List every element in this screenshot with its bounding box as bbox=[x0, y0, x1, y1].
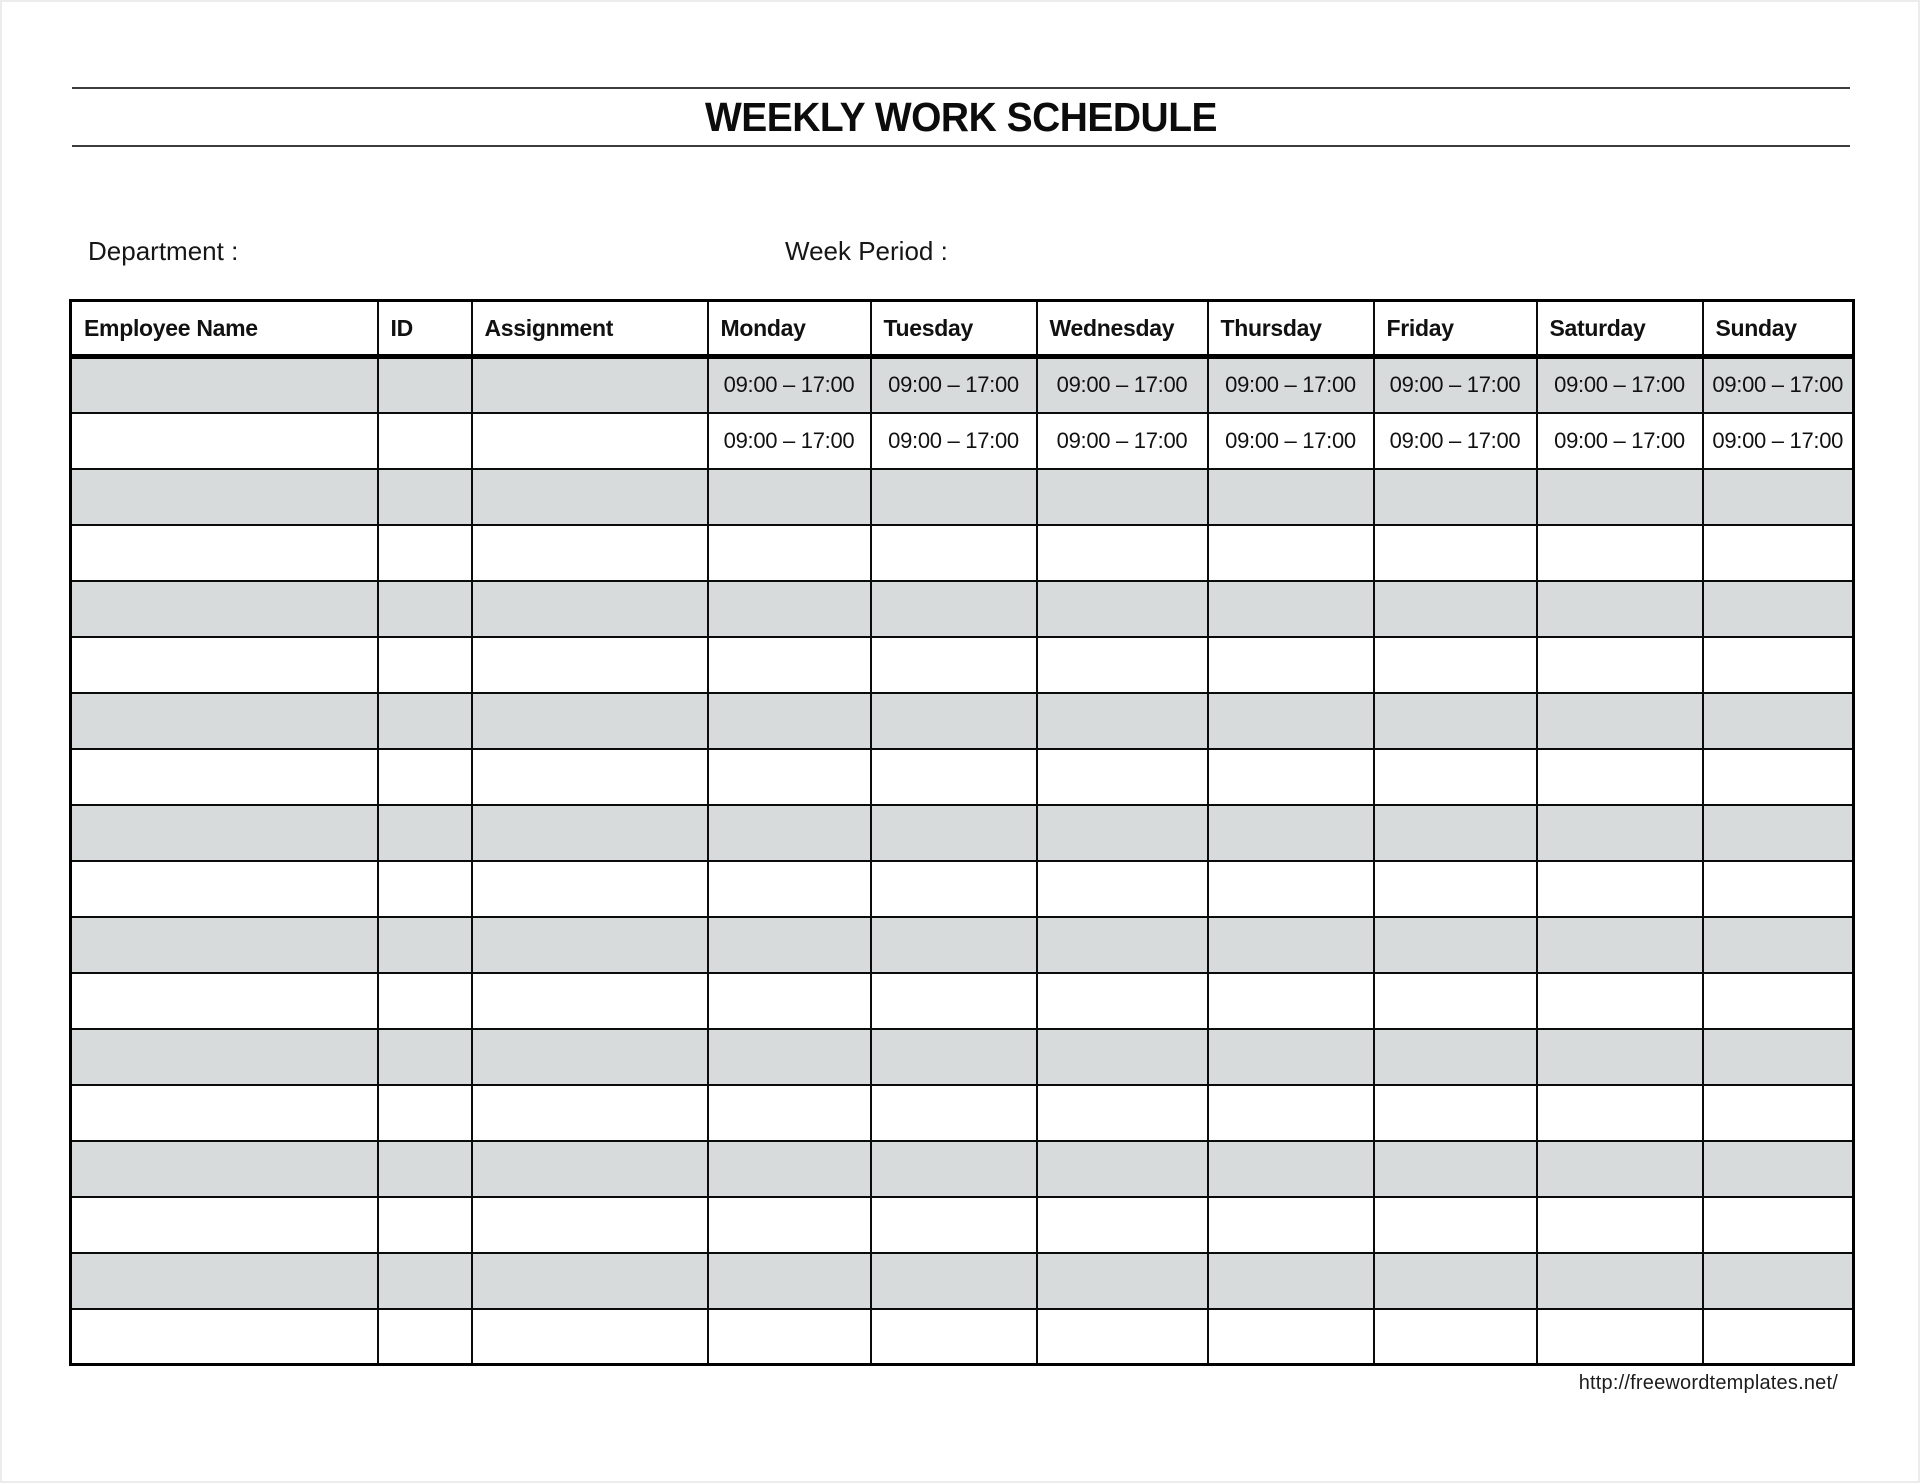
empty-schedule-cell[interactable] bbox=[1374, 805, 1537, 861]
column-header-friday: Friday bbox=[1374, 301, 1537, 357]
empty-schedule-cell[interactable] bbox=[1374, 1141, 1537, 1197]
department-label: Department : bbox=[88, 236, 239, 266]
empty-schedule-cell[interactable] bbox=[378, 917, 472, 973]
empty-schedule-cell[interactable] bbox=[871, 973, 1037, 1029]
empty-schedule-cell[interactable] bbox=[871, 1197, 1037, 1253]
empty-schedule-cell[interactable] bbox=[871, 1253, 1037, 1309]
empty-schedule-cell[interactable] bbox=[1037, 581, 1208, 637]
empty-schedule-cell[interactable] bbox=[708, 469, 871, 525]
empty-schedule-cell[interactable] bbox=[1208, 1253, 1374, 1309]
empty-schedule-cell[interactable] bbox=[871, 525, 1037, 581]
empty-schedule-cell[interactable] bbox=[378, 1309, 472, 1365]
empty-schedule-cell[interactable] bbox=[378, 1085, 472, 1141]
empty-schedule-cell[interactable] bbox=[472, 637, 708, 693]
empty-schedule-cell[interactable] bbox=[1703, 973, 1854, 1029]
empty-schedule-cell[interactable] bbox=[71, 1085, 378, 1141]
empty-schedule-cell[interactable] bbox=[472, 749, 708, 805]
empty-schedule-cell[interactable] bbox=[1037, 749, 1208, 805]
empty-schedule-cell[interactable] bbox=[1208, 469, 1374, 525]
empty-schedule-cell[interactable] bbox=[378, 1141, 472, 1197]
empty-schedule-cell[interactable] bbox=[378, 805, 472, 861]
table-row bbox=[71, 1029, 1854, 1085]
empty-schedule-cell[interactable] bbox=[1374, 1253, 1537, 1309]
empty-schedule-cell[interactable] bbox=[378, 1029, 472, 1085]
empty-schedule-cell[interactable] bbox=[1037, 805, 1208, 861]
empty-schedule-cell[interactable] bbox=[1037, 1085, 1208, 1141]
empty-schedule-cell[interactable] bbox=[708, 525, 871, 581]
empty-schedule-cell[interactable] bbox=[708, 1309, 871, 1365]
table-row bbox=[71, 917, 1854, 973]
empty-schedule-cell[interactable] bbox=[378, 749, 472, 805]
empty-schedule-cell[interactable] bbox=[871, 917, 1037, 973]
table-row bbox=[71, 1085, 1854, 1141]
empty-schedule-cell[interactable] bbox=[1537, 805, 1703, 861]
table-row bbox=[71, 749, 1854, 805]
empty-schedule-cell[interactable] bbox=[1537, 1029, 1703, 1085]
schedule-table bbox=[69, 299, 1855, 1366]
column-header-sunday: Sunday bbox=[1703, 301, 1854, 357]
empty-schedule-cell[interactable] bbox=[1374, 1029, 1537, 1085]
empty-schedule-cell[interactable] bbox=[1537, 1309, 1703, 1365]
empty-schedule-cell[interactable] bbox=[472, 1197, 708, 1253]
empty-schedule-cell[interactable] bbox=[1537, 693, 1703, 749]
empty-schedule-cell[interactable] bbox=[1037, 637, 1208, 693]
empty-schedule-cell[interactable] bbox=[1037, 1029, 1208, 1085]
empty-schedule-cell[interactable] bbox=[871, 861, 1037, 917]
empty-schedule-cell[interactable] bbox=[1703, 1197, 1854, 1253]
column-header-wednesday: Wednesday bbox=[1037, 301, 1208, 357]
empty-schedule-cell[interactable] bbox=[1037, 525, 1208, 581]
shift-cell[interactable]: 09:00 – 17:00 bbox=[871, 413, 1037, 469]
table-row bbox=[71, 805, 1854, 861]
page-title: WEEKLY WORK SCHEDULE bbox=[704, 94, 1218, 140]
empty-schedule-cell[interactable] bbox=[1703, 805, 1854, 861]
table-row bbox=[71, 973, 1854, 1029]
empty-schedule-cell[interactable] bbox=[1037, 917, 1208, 973]
empty-schedule-cell[interactable] bbox=[708, 1085, 871, 1141]
empty-schedule-cell[interactable] bbox=[378, 973, 472, 1029]
empty-schedule-cell[interactable] bbox=[871, 749, 1037, 805]
empty-schedule-cell[interactable] bbox=[472, 1309, 708, 1365]
empty-schedule-cell[interactable] bbox=[472, 917, 708, 973]
empty-schedule-cell[interactable] bbox=[1703, 917, 1854, 973]
table-header-row bbox=[71, 301, 1854, 357]
empty-schedule-cell[interactable] bbox=[1208, 917, 1374, 973]
empty-schedule-cell[interactable] bbox=[378, 861, 472, 917]
empty-schedule-cell[interactable] bbox=[378, 413, 472, 469]
empty-schedule-cell[interactable] bbox=[1208, 693, 1374, 749]
title-rule-bottom bbox=[72, 145, 1850, 147]
empty-schedule-cell[interactable] bbox=[871, 1029, 1037, 1085]
table-row bbox=[71, 581, 1854, 637]
shift-cell[interactable]: 09:00 – 17:00 bbox=[708, 413, 871, 469]
empty-schedule-cell[interactable] bbox=[378, 469, 472, 525]
empty-schedule-cell[interactable] bbox=[708, 1029, 871, 1085]
empty-schedule-cell[interactable] bbox=[71, 1253, 378, 1309]
title-section bbox=[72, 87, 1850, 147]
empty-schedule-cell[interactable] bbox=[1037, 861, 1208, 917]
meta-row bbox=[0, 236, 1920, 270]
empty-schedule-cell[interactable] bbox=[472, 1029, 708, 1085]
empty-schedule-cell[interactable] bbox=[1703, 1141, 1854, 1197]
column-header-tuesday: Tuesday bbox=[871, 301, 1037, 357]
empty-schedule-cell[interactable] bbox=[871, 469, 1037, 525]
shift-cell[interactable]: 09:00 – 17:00 bbox=[708, 357, 871, 413]
empty-schedule-cell[interactable] bbox=[378, 581, 472, 637]
empty-schedule-cell[interactable] bbox=[1374, 693, 1537, 749]
empty-schedule-cell[interactable] bbox=[1374, 469, 1537, 525]
empty-schedule-cell[interactable] bbox=[1374, 1085, 1537, 1141]
empty-schedule-cell[interactable] bbox=[1208, 1309, 1374, 1365]
empty-schedule-cell[interactable] bbox=[1208, 1029, 1374, 1085]
empty-schedule-cell[interactable] bbox=[1703, 1085, 1854, 1141]
column-header-id: ID bbox=[378, 301, 472, 357]
empty-schedule-cell[interactable] bbox=[1537, 1197, 1703, 1253]
empty-schedule-cell[interactable] bbox=[71, 1197, 378, 1253]
empty-schedule-cell[interactable] bbox=[871, 805, 1037, 861]
empty-schedule-cell[interactable] bbox=[1703, 581, 1854, 637]
empty-schedule-cell[interactable] bbox=[71, 693, 378, 749]
empty-schedule-cell[interactable] bbox=[71, 469, 378, 525]
empty-schedule-cell[interactable] bbox=[1208, 1085, 1374, 1141]
table-row bbox=[71, 1309, 1854, 1365]
shift-cell[interactable]: 09:00 – 17:00 bbox=[1703, 357, 1854, 413]
empty-schedule-cell[interactable] bbox=[71, 805, 378, 861]
empty-schedule-cell[interactable] bbox=[71, 917, 378, 973]
empty-schedule-cell[interactable] bbox=[71, 637, 378, 693]
empty-schedule-cell[interactable] bbox=[472, 581, 708, 637]
empty-schedule-cell[interactable] bbox=[708, 805, 871, 861]
empty-schedule-cell[interactable] bbox=[1703, 1253, 1854, 1309]
empty-schedule-cell[interactable] bbox=[708, 1197, 871, 1253]
shift-cell[interactable]: 09:00 – 17:00 bbox=[1537, 357, 1703, 413]
empty-schedule-cell[interactable] bbox=[378, 357, 472, 413]
empty-schedule-cell[interactable] bbox=[1537, 637, 1703, 693]
empty-schedule-cell[interactable] bbox=[71, 357, 378, 413]
table-row bbox=[71, 693, 1854, 749]
empty-schedule-cell[interactable] bbox=[71, 973, 378, 1029]
empty-schedule-cell[interactable] bbox=[1037, 1253, 1208, 1309]
column-header-employee-name: Employee Name bbox=[71, 301, 378, 357]
empty-schedule-cell[interactable] bbox=[1037, 693, 1208, 749]
empty-schedule-cell[interactable] bbox=[472, 413, 708, 469]
empty-schedule-cell[interactable] bbox=[1037, 973, 1208, 1029]
empty-schedule-cell[interactable] bbox=[1537, 1085, 1703, 1141]
empty-schedule-cell[interactable] bbox=[1374, 637, 1537, 693]
table-row bbox=[71, 357, 1854, 413]
empty-schedule-cell[interactable] bbox=[1208, 805, 1374, 861]
empty-schedule-cell[interactable] bbox=[71, 861, 378, 917]
empty-schedule-cell[interactable] bbox=[472, 1253, 708, 1309]
empty-schedule-cell[interactable] bbox=[708, 581, 871, 637]
empty-schedule-cell[interactable] bbox=[708, 1253, 871, 1309]
empty-schedule-cell[interactable] bbox=[1537, 581, 1703, 637]
empty-schedule-cell[interactable] bbox=[871, 637, 1037, 693]
column-header-assignment: Assignment bbox=[472, 301, 708, 357]
empty-schedule-cell[interactable] bbox=[472, 469, 708, 525]
empty-schedule-cell[interactable] bbox=[708, 861, 871, 917]
empty-schedule-cell[interactable] bbox=[1037, 1309, 1208, 1365]
empty-schedule-cell[interactable] bbox=[1703, 637, 1854, 693]
empty-schedule-cell[interactable] bbox=[1703, 693, 1854, 749]
empty-schedule-cell[interactable] bbox=[71, 1309, 378, 1365]
empty-schedule-cell[interactable] bbox=[1374, 1309, 1537, 1365]
empty-schedule-cell[interactable] bbox=[1703, 749, 1854, 805]
table-row bbox=[71, 413, 1854, 469]
empty-schedule-cell[interactable] bbox=[871, 581, 1037, 637]
empty-schedule-cell[interactable] bbox=[871, 1141, 1037, 1197]
empty-schedule-cell[interactable] bbox=[708, 1141, 871, 1197]
table-row bbox=[71, 525, 1854, 581]
table-row bbox=[71, 1141, 1854, 1197]
column-header-thursday: Thursday bbox=[1208, 301, 1374, 357]
empty-schedule-cell[interactable] bbox=[1703, 1309, 1854, 1365]
empty-schedule-cell[interactable] bbox=[71, 525, 378, 581]
empty-schedule-cell[interactable] bbox=[472, 973, 708, 1029]
shift-cell[interactable]: 09:00 – 17:00 bbox=[1037, 357, 1208, 413]
shift-cell[interactable]: 09:00 – 17:00 bbox=[1537, 413, 1703, 469]
empty-schedule-cell[interactable] bbox=[1208, 1141, 1374, 1197]
table-row bbox=[71, 637, 1854, 693]
empty-schedule-cell[interactable] bbox=[472, 861, 708, 917]
empty-schedule-cell[interactable] bbox=[472, 1141, 708, 1197]
empty-schedule-cell[interactable] bbox=[1703, 469, 1854, 525]
table-row bbox=[71, 469, 1854, 525]
shift-cell[interactable]: 09:00 – 17:00 bbox=[1703, 413, 1854, 469]
shift-cell[interactable]: 09:00 – 17:00 bbox=[1037, 413, 1208, 469]
empty-schedule-cell[interactable] bbox=[1208, 861, 1374, 917]
table-row bbox=[71, 861, 1854, 917]
empty-schedule-cell[interactable] bbox=[1208, 525, 1374, 581]
empty-schedule-cell[interactable] bbox=[1537, 973, 1703, 1029]
empty-schedule-cell[interactable] bbox=[1537, 469, 1703, 525]
shift-cell[interactable]: 09:00 – 17:00 bbox=[1208, 413, 1374, 469]
empty-schedule-cell[interactable] bbox=[1208, 581, 1374, 637]
empty-schedule-cell[interactable] bbox=[71, 1029, 378, 1085]
footer bbox=[72, 1372, 1838, 1395]
empty-schedule-cell[interactable] bbox=[1537, 917, 1703, 973]
footer-url: http://freewordtemplates.net/ bbox=[1578, 1372, 1838, 1394]
table-row bbox=[71, 1253, 1854, 1309]
table-row bbox=[71, 1197, 1854, 1253]
empty-schedule-cell[interactable] bbox=[708, 693, 871, 749]
empty-schedule-cell[interactable] bbox=[871, 693, 1037, 749]
shift-cell[interactable]: 09:00 – 17:00 bbox=[1374, 357, 1537, 413]
empty-schedule-cell[interactable] bbox=[1374, 1197, 1537, 1253]
shift-cell[interactable]: 09:00 – 17:00 bbox=[871, 357, 1037, 413]
empty-schedule-cell[interactable] bbox=[1208, 749, 1374, 805]
empty-schedule-cell[interactable] bbox=[1037, 469, 1208, 525]
column-header-saturday: Saturday bbox=[1537, 301, 1703, 357]
empty-schedule-cell[interactable] bbox=[708, 973, 871, 1029]
empty-schedule-cell[interactable] bbox=[1208, 1197, 1374, 1253]
empty-schedule-cell[interactable] bbox=[1208, 637, 1374, 693]
column-header-monday: Monday bbox=[708, 301, 871, 357]
empty-schedule-cell[interactable] bbox=[71, 581, 378, 637]
empty-schedule-cell[interactable] bbox=[708, 749, 871, 805]
empty-schedule-cell[interactable] bbox=[1537, 1253, 1703, 1309]
empty-schedule-cell[interactable] bbox=[1703, 1029, 1854, 1085]
empty-schedule-cell[interactable] bbox=[1374, 973, 1537, 1029]
empty-schedule-cell[interactable] bbox=[472, 805, 708, 861]
empty-schedule-cell[interactable] bbox=[871, 1085, 1037, 1141]
empty-schedule-cell[interactable] bbox=[378, 693, 472, 749]
empty-schedule-cell[interactable] bbox=[1537, 1141, 1703, 1197]
empty-schedule-cell[interactable] bbox=[378, 1197, 472, 1253]
empty-schedule-cell[interactable] bbox=[1703, 525, 1854, 581]
empty-schedule-cell[interactable] bbox=[1537, 749, 1703, 805]
empty-schedule-cell[interactable] bbox=[1537, 525, 1703, 581]
empty-schedule-cell[interactable] bbox=[71, 413, 378, 469]
week-period-label: Week Period : bbox=[785, 236, 948, 266]
schedule-table-wrapper bbox=[69, 299, 1852, 1366]
empty-schedule-cell[interactable] bbox=[1037, 1141, 1208, 1197]
empty-schedule-cell[interactable] bbox=[378, 637, 472, 693]
empty-schedule-cell[interactable] bbox=[472, 693, 708, 749]
empty-schedule-cell[interactable] bbox=[871, 1309, 1037, 1365]
empty-schedule-cell[interactable] bbox=[1208, 973, 1374, 1029]
empty-schedule-cell[interactable] bbox=[1703, 861, 1854, 917]
empty-schedule-cell[interactable] bbox=[71, 749, 378, 805]
empty-schedule-cell[interactable] bbox=[1374, 581, 1537, 637]
empty-schedule-cell[interactable] bbox=[1374, 525, 1537, 581]
empty-schedule-cell[interactable] bbox=[472, 357, 708, 413]
empty-schedule-cell[interactable] bbox=[472, 1085, 708, 1141]
empty-schedule-cell[interactable] bbox=[1374, 917, 1537, 973]
empty-schedule-cell[interactable] bbox=[1374, 749, 1537, 805]
empty-schedule-cell[interactable] bbox=[708, 917, 871, 973]
empty-schedule-cell[interactable] bbox=[1374, 861, 1537, 917]
shift-cell[interactable]: 09:00 – 17:00 bbox=[1208, 357, 1374, 413]
empty-schedule-cell[interactable] bbox=[1037, 1197, 1208, 1253]
empty-schedule-cell[interactable] bbox=[378, 525, 472, 581]
shift-cell[interactable]: 09:00 – 17:00 bbox=[1374, 413, 1537, 469]
empty-schedule-cell[interactable] bbox=[378, 1253, 472, 1309]
empty-schedule-cell[interactable] bbox=[472, 525, 708, 581]
empty-schedule-cell[interactable] bbox=[708, 637, 871, 693]
empty-schedule-cell[interactable] bbox=[71, 1141, 378, 1197]
empty-schedule-cell[interactable] bbox=[1537, 861, 1703, 917]
